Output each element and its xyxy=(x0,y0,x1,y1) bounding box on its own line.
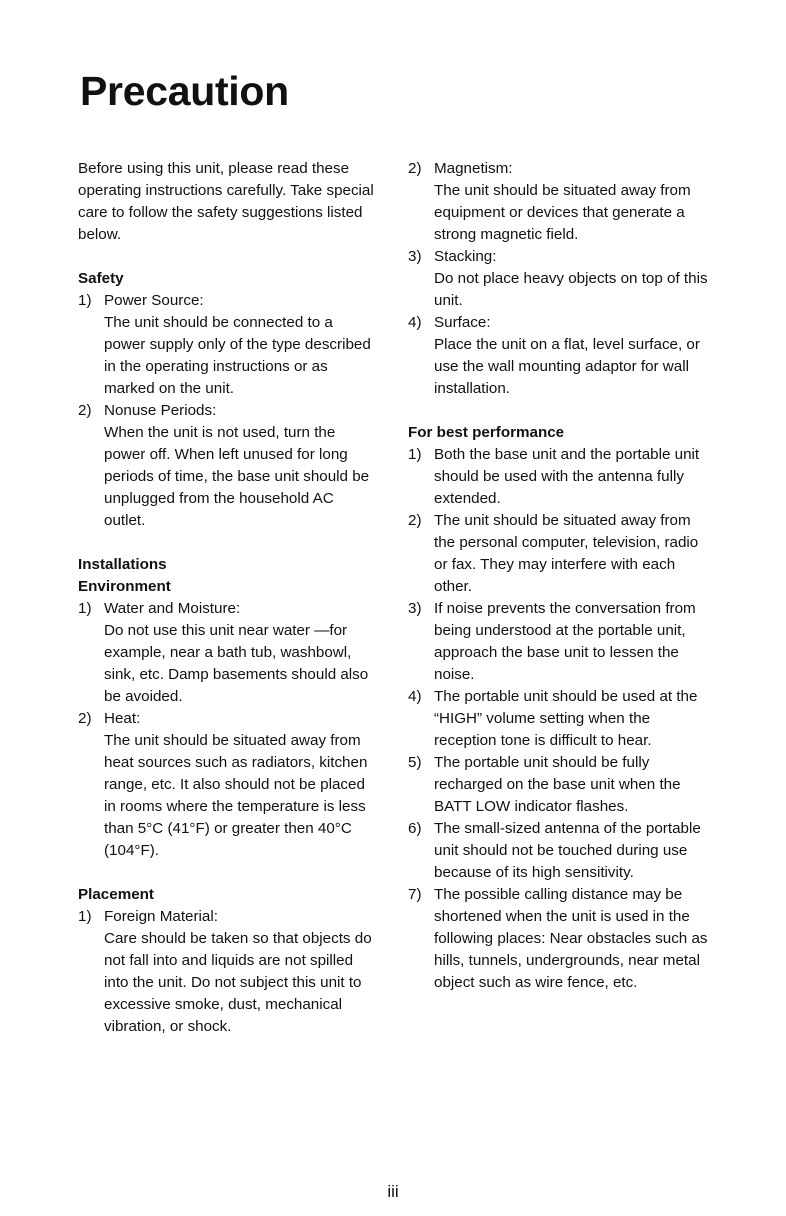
performance-item-3 xyxy=(408,598,708,686)
item-number: 2) xyxy=(78,710,92,727)
item-label: Stacking: xyxy=(434,248,497,265)
safety-item-power-source xyxy=(78,290,378,400)
item-number: 2) xyxy=(78,402,92,419)
item-number: 3) xyxy=(408,248,422,265)
item-body: If noise prevents the conversation from being understood at the portable unit, approach the base unit to lessen the noise. xyxy=(434,600,696,683)
item-label: Magnetism: xyxy=(434,160,513,177)
item-number: 7) xyxy=(408,886,422,903)
intro-paragraph: Before using this unit, please read these operating instructions carefully. Take special care to follow the safety suggestions listed below. xyxy=(78,160,374,243)
item-label: Power Source: xyxy=(104,292,204,309)
placement-item-surface xyxy=(408,312,708,400)
performance-item-2 xyxy=(408,510,708,598)
page-title: Precaution xyxy=(80,68,289,114)
item-number: 3) xyxy=(408,600,422,617)
item-number: 4) xyxy=(408,688,422,705)
environment-subheading: Environment xyxy=(78,578,171,595)
item-body: The portable unit should be fully recharged on the base unit when the BATT LOW indicator flashes. xyxy=(434,754,681,815)
item-number: 6) xyxy=(408,820,422,837)
performance-item-6 xyxy=(408,818,708,884)
item-label: Heat: xyxy=(104,710,141,727)
performance-item-7 xyxy=(408,884,708,994)
item-number: 1) xyxy=(78,600,92,617)
item-number: 1) xyxy=(408,446,422,463)
performance-item-1 xyxy=(408,444,708,510)
item-body: When the unit is not used, turn the power off. When left unused for long periods of time, the base unit should be unplugged from the household AC outlet. xyxy=(104,424,370,529)
item-number: 4) xyxy=(408,314,422,331)
installations-heading: Installations xyxy=(78,556,167,573)
item-number: 2) xyxy=(408,160,422,177)
placement-item-stacking xyxy=(408,246,708,312)
item-body: The unit should be situated away from the personal computer, television, radio or fax. They may interfere with each other. xyxy=(434,512,699,595)
item-number: 5) xyxy=(408,754,422,771)
item-label: Surface: xyxy=(434,314,491,331)
item-number: 1) xyxy=(78,908,92,925)
left-column xyxy=(78,158,378,1038)
item-label: Water and Moisture: xyxy=(104,600,241,617)
item-body: Do not use this unit near water —for example, near a bath tub, washbowl, sink, etc. Damp basements should also be avoided. xyxy=(104,622,369,705)
item-label: Foreign Material: xyxy=(104,908,218,925)
item-body: The portable unit should be used at the “HIGH” volume setting when the reception tone is difficult to hear. xyxy=(434,688,698,749)
item-body: The small-sized antenna of the portable unit should not be touched during use because of its high sensitivity. xyxy=(434,820,701,881)
environment-item-heat xyxy=(78,708,378,862)
item-body: Both the base unit and the portable unit should be used with the antenna fully extended. xyxy=(434,446,700,507)
performance-heading: For best performance xyxy=(408,424,565,441)
item-body: The possible calling distance may be shortened when the unit is used in the following places: Near obstacles such as hills, tunnels, undergrounds, near metal object such as wire fence, etc. xyxy=(434,886,708,991)
item-label: Nonuse Periods: xyxy=(104,402,217,419)
right-column xyxy=(408,158,708,994)
item-number: 1) xyxy=(78,292,92,309)
item-body: Care should be taken so that objects do not fall into and liquids are not spilled into the unit. Do not subject this unit to excessive smoke, dust, mechanical vibration, or shock. xyxy=(104,930,372,1035)
safety-heading: Safety xyxy=(78,270,124,287)
placement-heading: Placement xyxy=(78,886,154,903)
performance-item-4 xyxy=(408,686,708,752)
safety-item-nonuse-periods xyxy=(78,400,378,532)
placement-item-foreign-material xyxy=(78,906,378,1038)
item-body: Do not place heavy objects on top of this unit. xyxy=(434,270,708,309)
placement-item-magnetism xyxy=(408,158,708,246)
item-body: The unit should be situated away from equipment or devices that generate a strong magnetic field. xyxy=(434,182,691,243)
page-number: iii xyxy=(387,1182,399,1201)
item-body: The unit should be connected to a power supply only of the type described in the operating instructions or as marked on the unit. xyxy=(104,314,371,397)
environment-item-water-moisture xyxy=(78,598,378,708)
performance-item-5 xyxy=(408,752,708,818)
item-body: Place the unit on a flat, level surface, or use the wall mounting adaptor for wall installation. xyxy=(434,336,700,397)
item-number: 2) xyxy=(408,512,422,529)
item-body: The unit should be situated away from heat sources such as radiators, kitchen range, etc. It also should not be placed in rooms where the temperature is less than 5°C (41°F) or greater then 40°C (104°F). xyxy=(104,732,368,859)
